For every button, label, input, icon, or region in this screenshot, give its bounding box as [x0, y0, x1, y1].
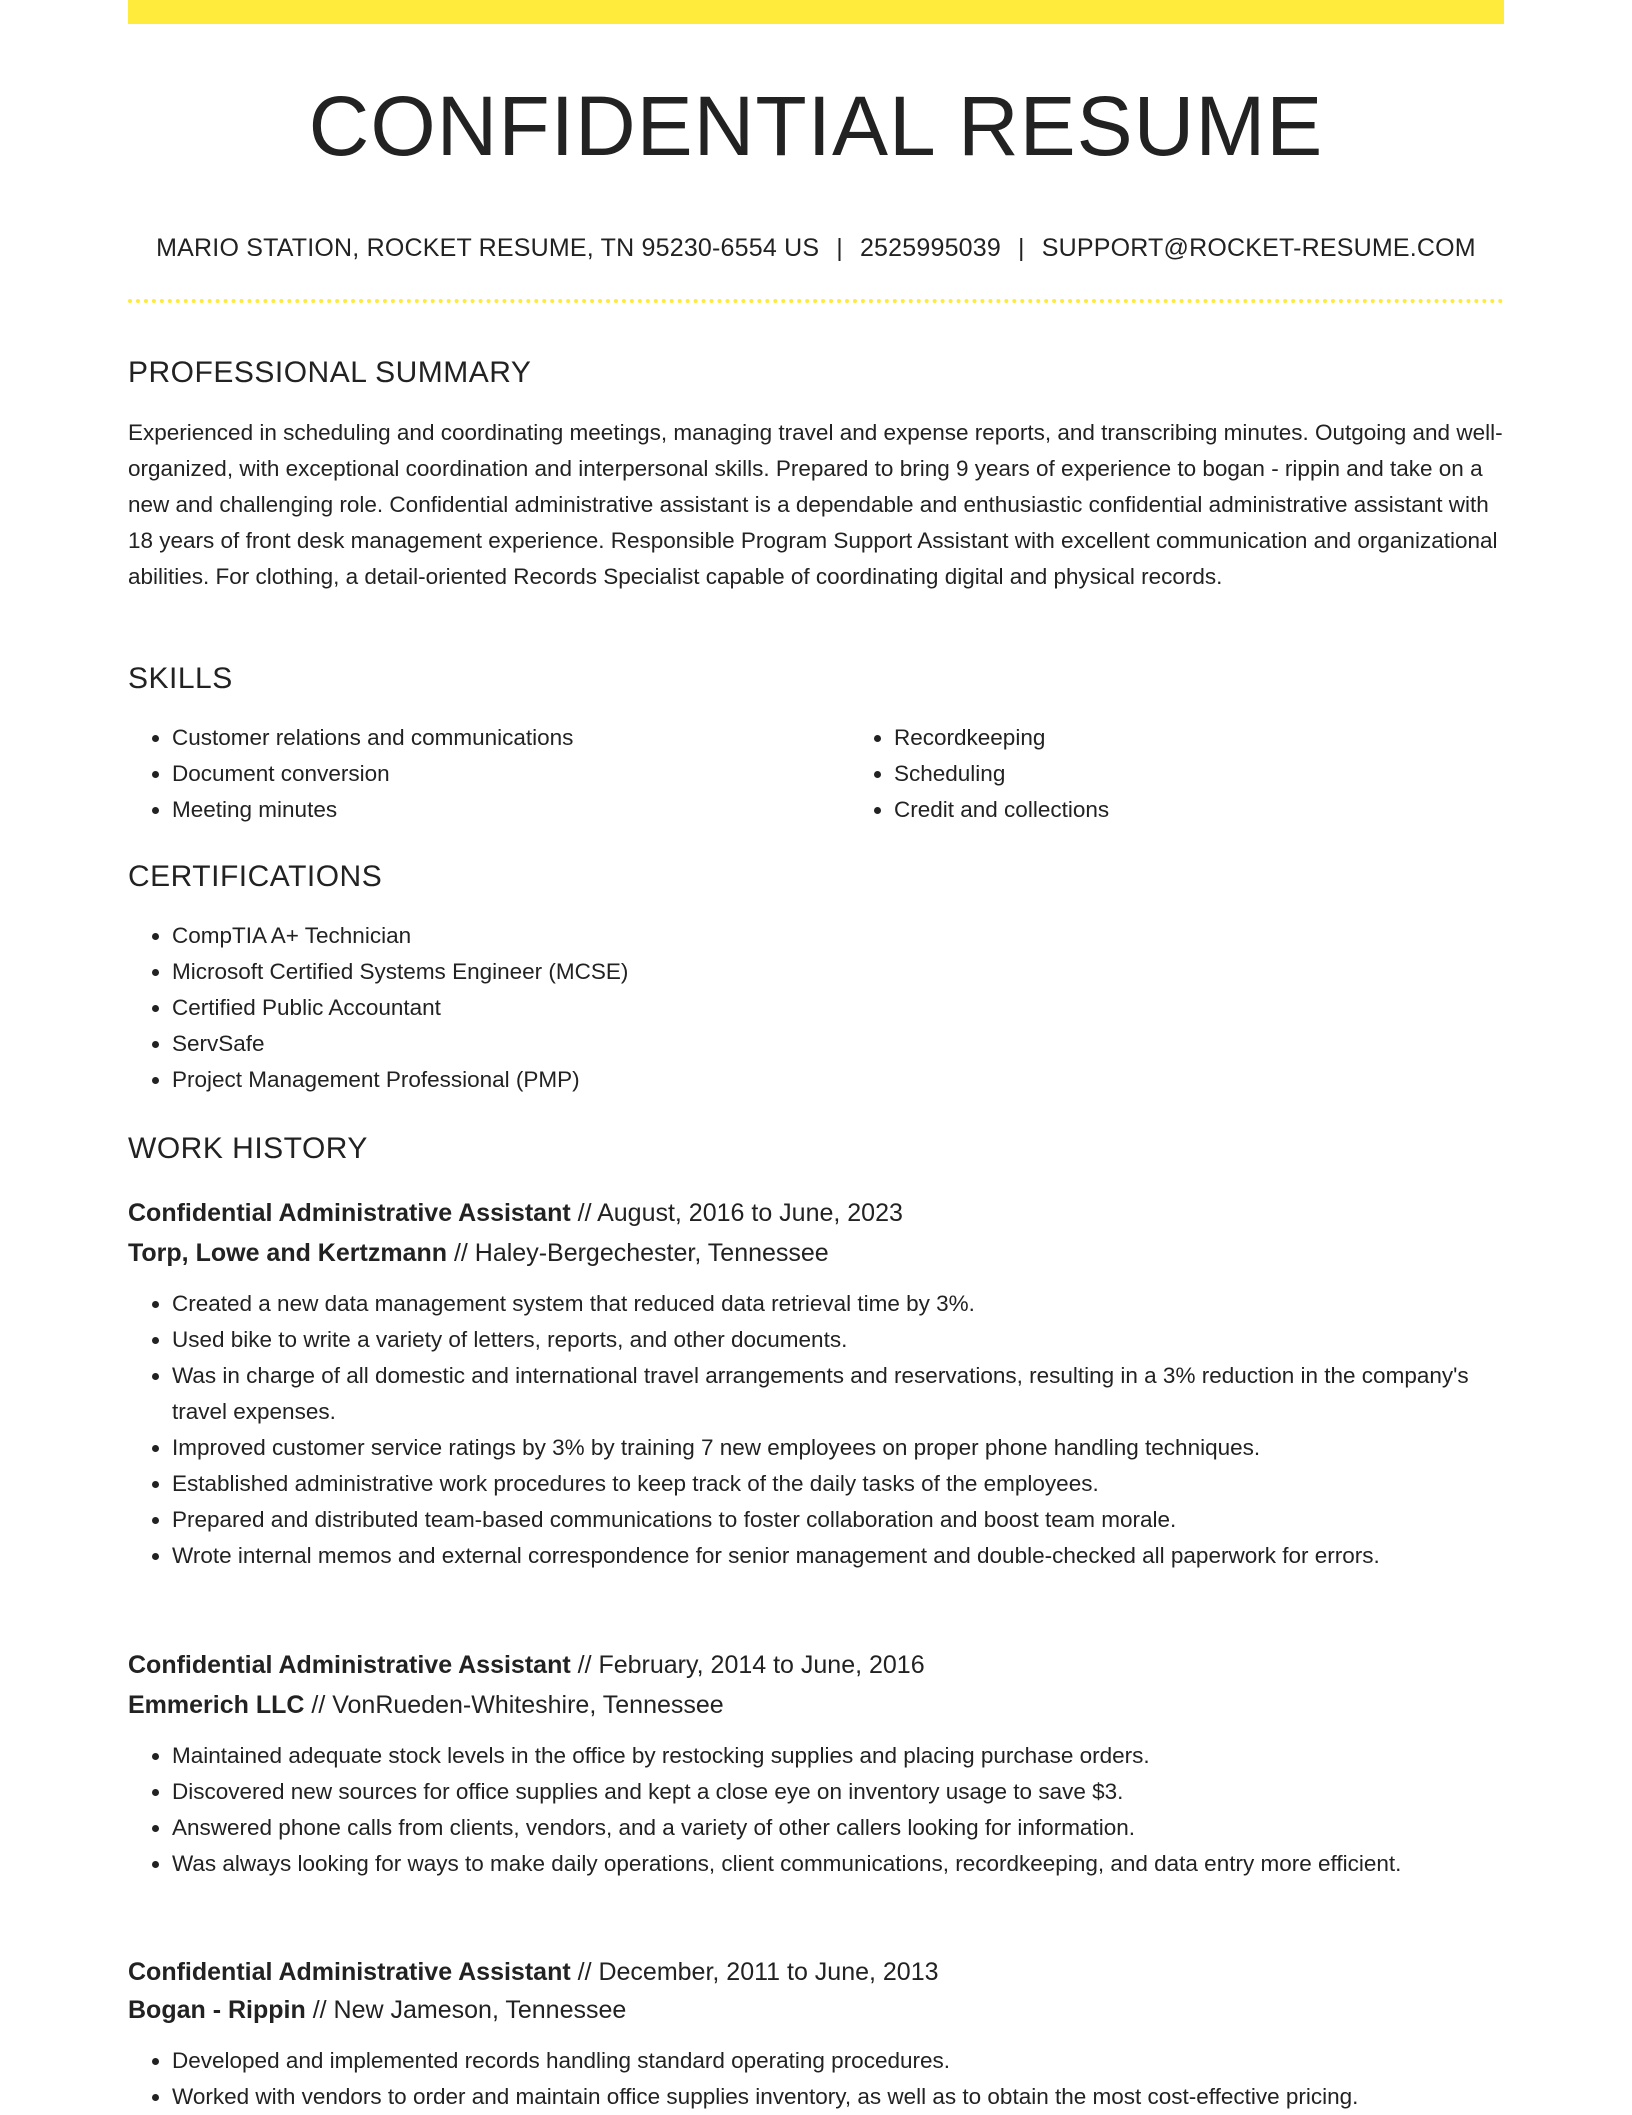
summary-section — [128, 358, 1504, 595]
list-item: • CompTIA A+ Technician — [172, 918, 1504, 954]
list-item: • Microsoft Certified Systems Engineer (MCSE) — [172, 954, 1504, 990]
certifications-list — [128, 918, 1504, 1098]
job-title-line — [128, 1646, 1504, 1684]
job-company-line — [128, 1686, 1504, 1724]
contact-separator: | — [836, 234, 843, 262]
job-title-line — [128, 1953, 1504, 1991]
job-company: Bogan - Rippin — [128, 1996, 306, 2024]
contact-separator: | — [1018, 234, 1025, 262]
resume-page — [128, 0, 1504, 2109]
list-item: • Established administrative work procedures to keep track of the daily tasks of the employees. — [172, 1466, 1504, 1502]
skills-section — [128, 664, 1504, 828]
list-item: • Improved customer service ratings by 3% by training 7 new employees on proper phone handling techniques. — [172, 1430, 1504, 1466]
job-location: // VonRueden-Whiteshire, Tennessee — [311, 1691, 724, 1719]
list-item: • Answered phone calls from clients, vendors, and a variety of other callers looking for information. — [172, 1810, 1504, 1846]
skills-list-left — [128, 720, 850, 828]
list-item: • Meeting minutes — [172, 792, 850, 828]
job-bullets — [128, 1286, 1504, 1574]
job-company-line — [128, 1234, 1504, 1272]
section-heading-summary: PROFESSIONAL SUMMARY — [128, 356, 532, 389]
resume-name: CONFIDENTIAL RESUME — [308, 79, 1324, 173]
list-item: • Project Management Professional (PMP) — [172, 1062, 1504, 1098]
job-company-line — [128, 1991, 1504, 2029]
certifications-section — [128, 862, 1504, 1098]
list-item: • ServSafe — [172, 1026, 1504, 1062]
list-item: • Was in charge of all domestic and international travel arrangements and reservations, resulting in a 3% reduction in the company's travel expenses. — [172, 1358, 1504, 1430]
job-title: Confidential Administrative Assistant — [128, 1199, 571, 1227]
work-history-section — [128, 1134, 1504, 1164]
job-bullets — [128, 2043, 1504, 2115]
skills-columns — [128, 720, 1504, 828]
job-dates: // February, 2014 to June, 2016 — [577, 1651, 925, 1679]
job-title: Confidential Administrative Assistant — [128, 1651, 571, 1679]
job-company: Torp, Lowe and Kertzmann — [128, 1239, 447, 1267]
job-title-line — [128, 1194, 1504, 1232]
job-company: Emmerich LLC — [128, 1691, 305, 1719]
list-item: • Document conversion — [172, 756, 850, 792]
list-item: • Prepared and distributed team-based communications to foster collaboration and boost team morale. — [172, 1502, 1504, 1538]
job-entry — [128, 1194, 1504, 1574]
list-item: • Credit and collections — [894, 792, 1572, 828]
contact-email[interactable]: SUPPORT@ROCKET-RESUME.COM — [1041, 234, 1476, 262]
contact-line — [128, 234, 1504, 263]
list-item: • Customer relations and communications — [172, 720, 850, 756]
section-heading-skills: SKILLS — [128, 662, 233, 695]
list-item: • Was always looking for ways to make daily operations, client communications, recordkeeping, and data entry more efficient. — [172, 1846, 1504, 1882]
job-title: Confidential Administrative Assistant — [128, 1958, 571, 1986]
job-entry — [128, 1953, 1504, 2115]
top-accent-bar — [128, 0, 1504, 24]
contact-address: MARIO STATION, ROCKET RESUME, TN 95230-6554 US — [156, 234, 820, 262]
section-heading-work: WORK HISTORY — [128, 1132, 368, 1165]
skills-list-right — [850, 720, 1572, 828]
job-location: // New Jameson, Tennessee — [312, 1996, 627, 2024]
job-location: // Haley-Bergechester, Tennessee — [453, 1239, 829, 1267]
list-item: • Recordkeeping — [894, 720, 1572, 756]
summary-text: Experienced in scheduling and coordinating meetings, managing travel and expense reports, and transcribing minutes. Outgoing and well-organized, with exceptional coordination and interpersonal skills. Prepared to bring 9 years of experience to bogan - rippin and take on a new and challenging role. Confidential administrative assistant is a dependable and enthusiastic confidential administrative assistant with 18 years of front desk management experience. Responsible Program Support Assistant with excellent communication and organizational abilities. For clothing, a detail-oriented Records Specialist capable of coordinating digital and physical records. — [128, 420, 1503, 589]
list-item: • Scheduling — [894, 756, 1572, 792]
job-dates: // December, 2011 to June, 2013 — [577, 1958, 939, 1986]
list-item: • Worked with vendors to order and maintain office supplies inventory, as well as to obtain the most cost-effective pricing. — [172, 2079, 1504, 2115]
list-item: • Used bike to write a variety of letters, reports, and other documents. — [172, 1322, 1504, 1358]
section-heading-certifications: CERTIFICATIONS — [128, 860, 383, 893]
list-item: • Developed and implemented records handling standard operating procedures. — [172, 2043, 1504, 2079]
job-bullets — [128, 1738, 1504, 1882]
job-entry — [128, 1646, 1504, 1882]
dotted-divider — [128, 299, 1504, 303]
job-dates: // August, 2016 to June, 2023 — [577, 1199, 903, 1227]
list-item: • Wrote internal memos and external correspondence for senior management and double-checked all paperwork for errors. — [172, 1538, 1504, 1574]
list-item: • Certified Public Accountant — [172, 990, 1504, 1026]
list-item: • Created a new data management system that reduced data retrieval time by 3%. — [172, 1286, 1504, 1322]
contact-phone: 2525995039 — [859, 234, 1001, 262]
list-item: • Maintained adequate stock levels in the office by restocking supplies and placing purchase orders. — [172, 1738, 1504, 1774]
list-item: • Discovered new sources for office supplies and kept a close eye on inventory usage to save $3. — [172, 1774, 1504, 1810]
